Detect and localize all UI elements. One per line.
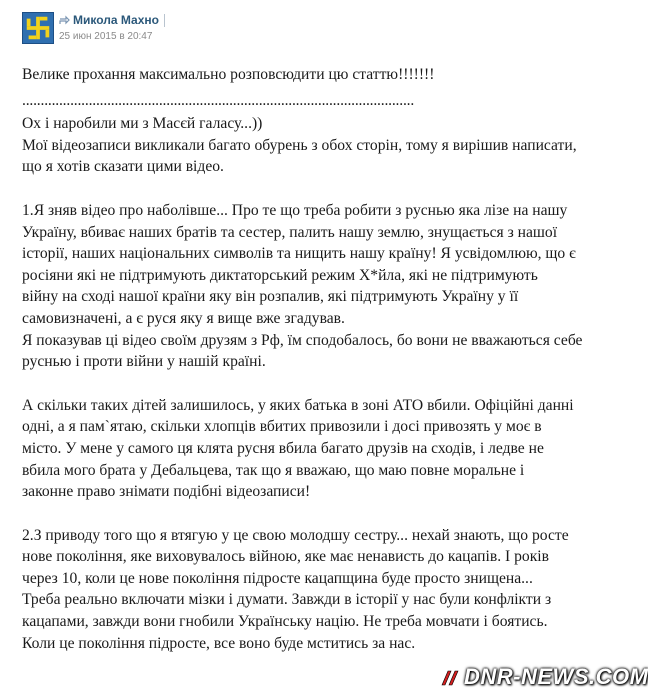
watermark-suffix: -NEWS.COM: [513, 664, 648, 689]
post-header: [59, 13, 165, 27]
author-avatar[interactable]: [22, 12, 54, 44]
post-paragraph: 1.Я зняв відео про наболівше... Про те що треба робити з руснью яка лізе на нашу Україну, вбиває наших братів та сестер, палить нашу землю, знущається з нашої історії, наших національних символів та нищить нашу країну! Я усвідомлюю, що є росіяни які не підтримують диктаторський режим Х*йла, які не підтримують війну на сході нашої країни яку він розпалив, які підтримують Україну у її самовизначені, а є руся яку я вище вже згадував. Я показував ці відео своїм друзям з Рф, їм сподобалось, бо вони не вважаються себе руснью і проти війни у нашій країні.: [22, 201, 583, 371]
watermark-logo-icon: [440, 669, 462, 687]
post-paragraph: Ох і наробили ми з Масєй галасу...)) Мої відеозаписи викликали багато обурень з обох сторін, тому я вирішив написати, що я хотів сказати цими відео.: [22, 115, 577, 176]
site-watermark: [440, 664, 648, 690]
post-date[interactable]: 25 июн 2015 в 20:47: [59, 31, 153, 42]
author-name-link[interactable]: Микола Махно: [73, 13, 159, 27]
post-paragraph: Велике прохання максимально розповсюдити цю статтю!!!!!!!: [22, 66, 435, 83]
watermark-prefix: DNR: [464, 664, 514, 689]
header-divider: [164, 14, 165, 27]
repost-arrow-icon: [59, 16, 70, 25]
post-paragraph: А скільки таких дітей залишилось, у яких батька в зоні АТО вбили. Офіційні данні одні, а я пам`ятаю, скільки хлопців вбитих привозили і досі привозять у моє в місто. У мене у самого ця клята русня вбила багато друзів на сходів, і ледве не вбила мого брата у Дебальцева, так що я вважаю, що маю повне моральне і законне право знімати подібні відеозаписи!: [22, 396, 574, 501]
post-paragraph: 2.З приводу того що я втягую у це свою молодшу сестру... нехай знають, що росте нове покоління, яке виховувалось війною, яке має ненависть до кацапів. І років через 10, коли це нове покоління підросте кацапщина буде просто знищена... Треба реально включати мізки і думати. Завжди в історії у нас були конфлікти з кацапами, завжди вони гнобили Українську націю. Не треба мовчати і боятись. Коли це покоління підросте, все воно буде мститись за нас.: [22, 526, 569, 652]
post-separator: ..........................................................................................................: [22, 91, 415, 109]
post-body: [22, 64, 612, 654]
avatar-emblem-icon: [23, 13, 53, 43]
